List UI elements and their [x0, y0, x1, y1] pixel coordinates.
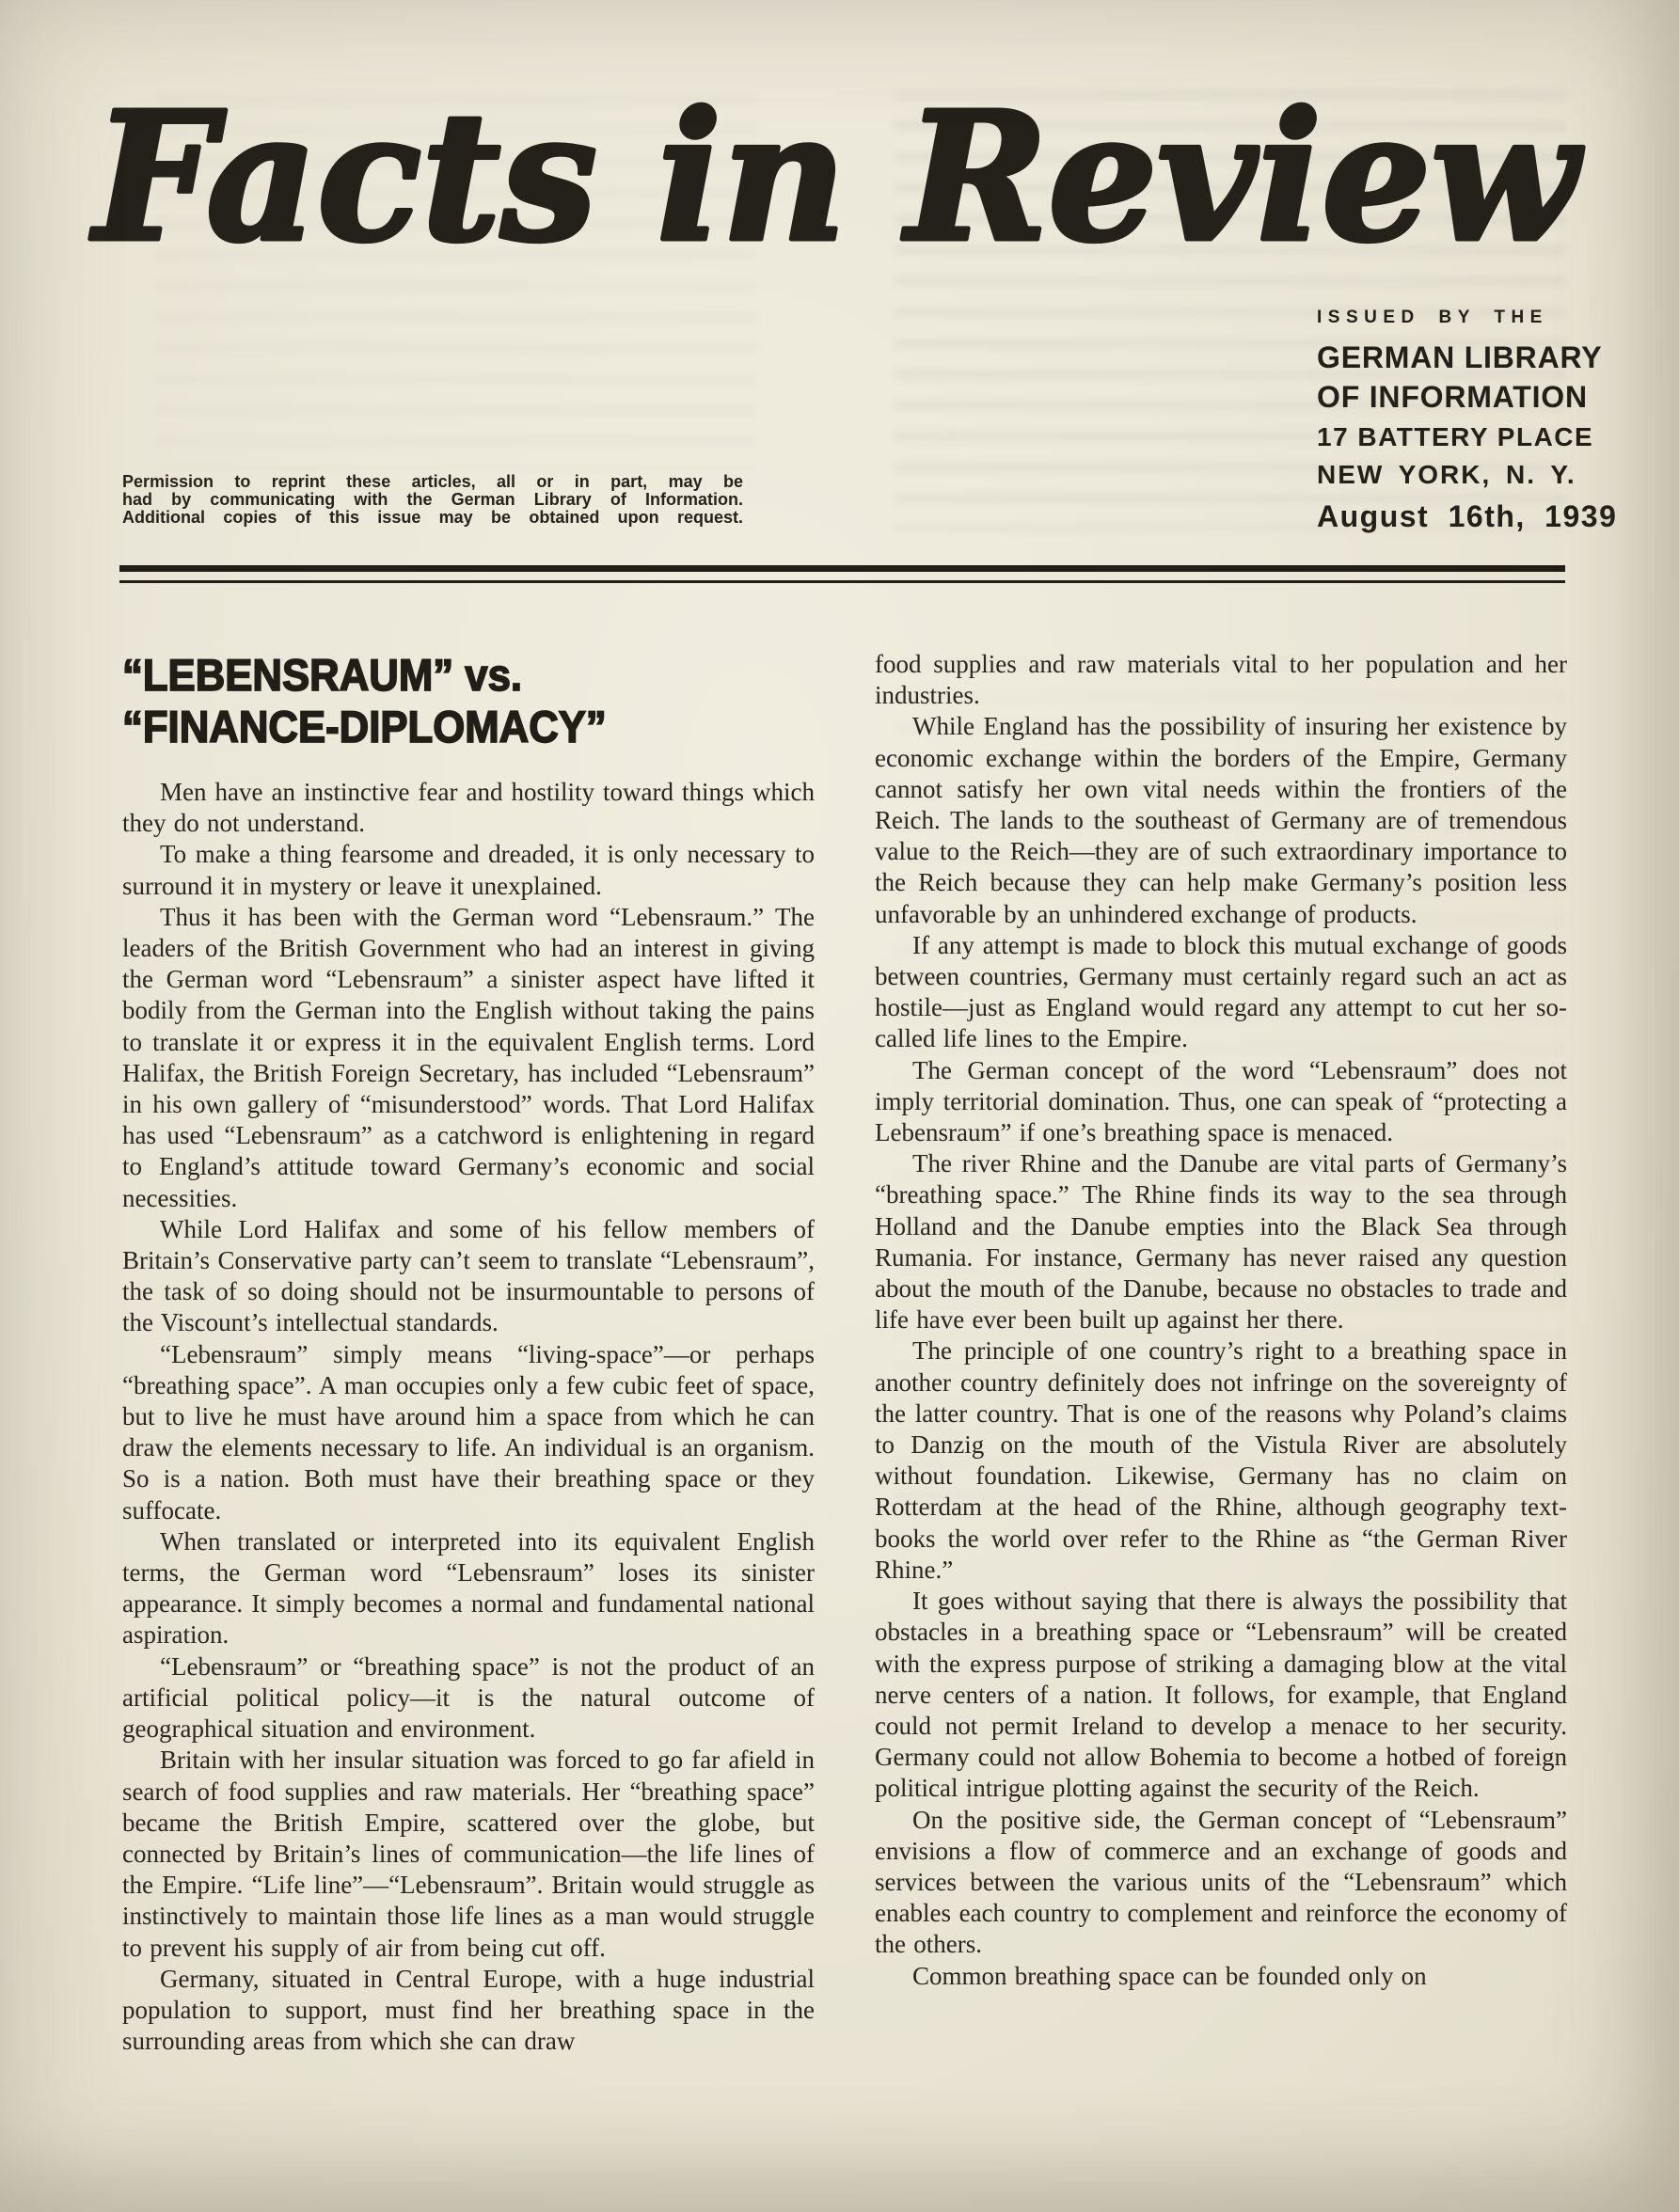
masthead	[87, 55, 1592, 297]
paragraph: Thus it has been with the German word “Lebensraum.” The leaders of the British Government who had an interest in giving the German word “Lebensraum” a sinister aspect have lifted it bodily from the German into the English without taking the pains to translate it or express it in the equivalent English terms. Lord Halifax, the British Foreign Secretary, has included “Lebensraum” in his own gallery of “misunderstood” words. That Lord Halifax has used “Lebensraum” as a catchword is enlightening in regard to England’s attitude toward Germany’s economic and social necessities.	[122, 902, 815, 1212]
article-body	[122, 649, 1568, 2057]
paragraph: “Lebensraum” or “breathing space” is not the product of an artificial political policy—it is the natural outcome of geographical situation and environment.	[122, 1651, 815, 1744]
paragraph: Common breathing space can be founded only on	[912, 1961, 1427, 1990]
paragraph: Men have an instinctive fear and hostility toward things which they do not understand.	[122, 778, 815, 838]
headline-line-2: “FINANCE-DIPLOMACY”	[122, 702, 607, 751]
paragraph: The German concept of the word “Lebensraum” does not imply territorial domination. Thus, one can speak of “protecting a Lebensraum” if one’s breathing space is menaced.	[875, 1055, 1567, 1147]
divider-rule-thick	[119, 565, 1565, 572]
paragraph: “Lebensraum” simply means “living-space”—or perhaps “breathing space”. A man occupies only a few cubic feet of space, but to live he must have around him a space from which he can draw the elements necessary to life. An individual is an organism. So is a nation. Both must have their breathing space or they suffocate.	[122, 1339, 815, 1525]
paragraph: While Lord Halifax and some of his fellow members of Britain’s Conservative party can’t seem to translate “Lebensraum”, the task of so doing should not be insurmountable to persons of the Viscount’s intellectual standards.	[122, 1214, 815, 1337]
paragraph: While England has the possibility of insuring her existence by economic exchange within the borders of the Empire, Germany cannot satisfy her own vital needs within the frontiers of the Reich. The lands to the southeast of Germany are of tremendous value to the Reich—they are of such extraordinary importance to the Reich because they can help make Germany’s position less unfavorable by an unhindered exchange of products.	[875, 712, 1567, 928]
issuer-line: OF INFORMATION	[1317, 380, 1588, 414]
reprint-permission-note	[122, 473, 743, 526]
permission-line: had by communicating with the German Library of Information.	[122, 489, 743, 509]
paragraph: The principle of one country’s right to a breathing space in another country definitely does not infringe on the sovereignty of the latter country. That is one of the reasons why Poland’s claims to Danzig on the mouth of the Vistula River are absolutely without foundation. Likewise, Germany has no claim on Rotterdam at the head of the Rhine, although geography text-books the world over refer to the Rhine as “the German River Rhine.”	[875, 1336, 1567, 1584]
issuer-line: 17 BATTERY PLACE	[1317, 422, 1594, 451]
permission-line: Additional copies of this issue may be obtained upon request.	[122, 507, 743, 527]
left-column-paragraphs	[122, 777, 815, 2057]
issuer-line: GERMAN LIBRARY	[1317, 340, 1603, 374]
paragraph: food supplies and raw materials vital to her population and her industries.	[875, 650, 1567, 710]
divider-rule	[119, 565, 1565, 583]
paragraph: The river Rhine and the Danube are vital parts of Germany’s “breathing space.” The Rhine finds its way to the sea through Holland and the Danube empties into the Black Sea through Rumania. For instance, Germany has never raised any question about the mouth of the Danube, because no obstacles to trade and life have ever been built up against her there.	[875, 1149, 1567, 1335]
headline-line-1: “LEBENSRAUM” vs.	[122, 650, 523, 700]
masthead-title: Facts in Review	[89, 73, 1584, 281]
paragraph: Germany, situated in Central Europe, with a huge industrial population to support, must find her breathing space in the surrounding areas from which she can draw	[122, 1964, 815, 2056]
issuer-line: NEW YORK, N. Y.	[1317, 460, 1576, 489]
paragraph: To make a thing fearsome and dreaded, it is only necessary to surround it in mystery or leave it unexplained.	[122, 840, 815, 900]
issuer-block	[1317, 308, 1618, 533]
divider-rule-thin	[119, 580, 1565, 583]
left-column	[122, 649, 815, 2057]
paragraph: When translated or interpreted into its equivalent English terms, the German word “Lebensraum” loses its sinister appearance. It simply becomes a normal and fundamental national aspiration.	[122, 1526, 815, 1650]
issuer-line: ISSUED BY THE	[1317, 308, 1548, 327]
permission-line: Permission to reprint these articles, all or in part, may be	[122, 472, 743, 491]
paragraph: Britain with her insular situation was forced to go far afield in search of food supplies and raw materials. Her “breathing space” became the British Empire, scattered over the globe, but connected by Britain’s lines of communication—the life lines of the Empire. “Life line”—“Lebensraum”. Britain would struggle as instinctively to maintain those life lines as a man would struggle to prevent his supply of air from being cut off.	[122, 1746, 815, 1962]
paragraph: It goes without saying that there is always the possibility that obstacles in a breathing space or “Lebensraum” will be created with the express purpose of striking a damaging blow at the vital nerve centers of a nation. It follows, for example, that England could not permit Ireland to develop a menace to her security. Germany could not allow Bohemia to become a hotbed of foreign political intrigue plotting against the security of the Reich.	[875, 1587, 1567, 1803]
right-column	[875, 649, 1567, 2057]
paragraph: If any attempt is made to block this mutual exchange of goods between countries, Germany must certainly regard such an act as hostile—just as England would regard any attempt to cut her so-called life lines to the Empire.	[875, 930, 1567, 1053]
article-headline	[122, 649, 815, 752]
issue-date: August 16th, 1939	[1317, 499, 1618, 533]
paragraph: On the positive side, the German concept of “Lebensraum” envisions a flow of commerce and an exchange of goods and services between the various units of the “Lebensraum” which enables each country to complement and reinforce the economy of the others.	[875, 1805, 1567, 1959]
